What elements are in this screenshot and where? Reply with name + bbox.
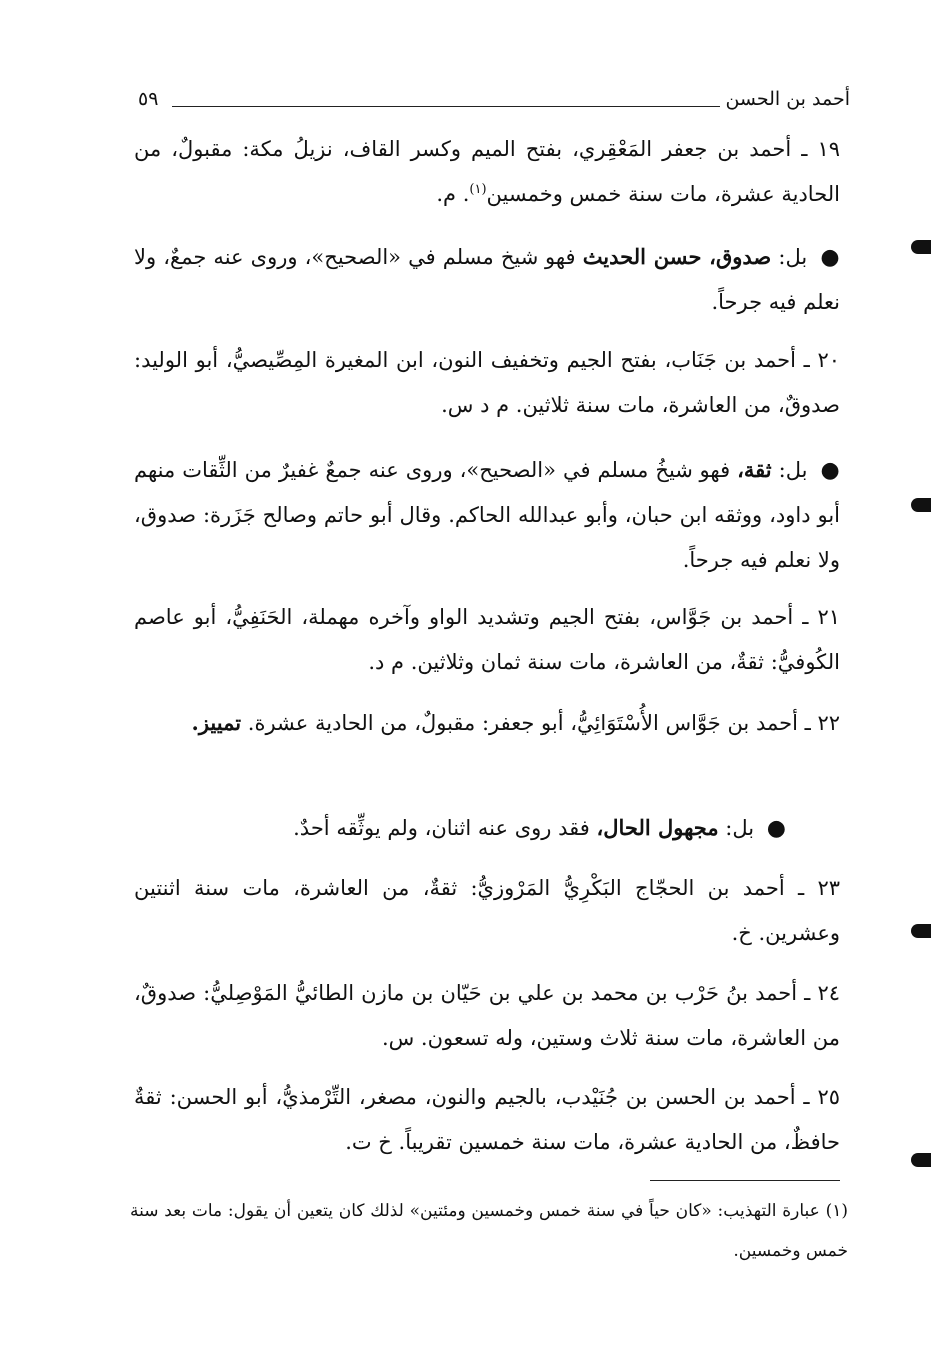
bullet-icon: ●	[766, 816, 786, 841]
comment-19-verdict: صدوق، حسن الحديث	[582, 244, 772, 269]
entry-25-text: ٢٥ ـ أحمد بن الحسن بن جُنَيْدب، بالجيم والنون، مصغر، التِّرْمذيُّ، أبو الحسن: ثقةٌ حافظٌ، من الحادية عشرة، مات سنة خمسين تقريباً. خ ت.	[134, 1085, 840, 1154]
comment-19	[134, 234, 840, 325]
entry-20-text: ٢٠ ـ أحمد بن جَنَاب، بفتح الجيم وتخفيف النون، ابن المغيرة المِصِّيصيُّ، أبو الوليد: صدوقٌ، من العاشرة، مات سنة ثلاثين. م د س.	[134, 348, 840, 417]
entry-25	[134, 1075, 840, 1165]
entry-21	[134, 595, 840, 685]
edge-mark	[911, 240, 931, 254]
entry-19-text: ١٩ ـ أحمد بن جعفر المَعْقِري، بفتح الميم وكسر القاف، نزيلُ مكة: مقبولٌ، من الحادية عشرة، مات سنة خمس وخمسين	[134, 137, 840, 206]
edge-mark	[911, 1153, 931, 1167]
comment-20-lead: بل:	[778, 458, 808, 482]
comment-20-verdict: ثقة،	[737, 457, 772, 482]
entry-19	[134, 127, 840, 217]
bullet-icon: ●	[820, 245, 840, 270]
comment-20	[134, 447, 840, 583]
comment-20-text: فهو شيخُ مسلم في «الصحيح»، وروى عنه جمعٌ غفيرٌ من الثِّقات منهم أبو داود، ووثقه ابن حبان، وأبو عبدالله الحاكم. وقال أبو حاتم وصالح جَزَرة: صدوق، ولا نعلم فيه جرحاً.	[134, 458, 840, 572]
footnote-marker: (١)	[825, 1201, 849, 1221]
entry-22-tamyiz: تمييز.	[191, 710, 242, 735]
entry-23-text: ٢٣ ـ أحمد بن الحجّاج البَكْرِيُّ المَرْوزيُّ: ثقةٌ، من العاشرة، مات سنة اثنتين وعشرين. خ.	[134, 876, 840, 945]
comment-22-verdict: مجهول الحال،	[596, 815, 719, 840]
entry-22	[134, 700, 840, 746]
comment-19-text: فهو شيخ مسلم في «الصحيح»، وروى عنه جمعٌ، ولا نعلم فيه جرحاً.	[134, 245, 840, 314]
page-number: ٥٩	[138, 88, 159, 110]
entry-21-text: ٢١ ـ أحمد بن جَوَّاس، بفتح الجيم وتشديد الواو وآخره مهملة، الحَنَفِيُّ، أبو عاصم الكُوفيُّ: ثقةٌ، من العاشرة، مات سنة ثمان وثلاثين. م د.	[134, 605, 840, 674]
entry-20	[134, 338, 840, 428]
comment-22	[230, 805, 786, 851]
footnote-rule	[650, 1180, 840, 1181]
entry-22-text: ٢٢ ـ أحمد بن جَوَّاس الأُسْتَوَائِيُّ، أبو جعفر: مقبولٌ، من الحادية عشرة.	[247, 711, 840, 735]
footnote	[130, 1191, 848, 1271]
footnote-reference: (١)	[469, 182, 487, 197]
comment-22-text: فقد روى عنه اثنان، ولم يوثِّقه أحدٌ.	[293, 816, 590, 840]
edge-mark	[911, 924, 931, 938]
edge-mark	[911, 498, 931, 512]
header-rule	[172, 106, 720, 107]
comment-19-lead: بل:	[778, 245, 808, 269]
entry-24-text: ٢٤ ـ أحمد بنُ حَرْب بن محمد بن علي بن حَيّان بن مازن الطائيُّ المَوْصِليُّ: صدوقٌ، من العاشرة، مات سنة ثلاث وستين، وله تسعون. س.	[134, 981, 840, 1050]
footnote-text: عبارة التهذيب: «كان حياً في سنة خمس وخمسين ومئتين» لذلك كان يتعين أن يقول: مات بعد سنة خمس وخمسين.	[130, 1201, 848, 1261]
running-header	[138, 88, 850, 116]
running-title: أحمد بن الحسن	[725, 88, 850, 110]
entry-19-symbols: . م.	[436, 182, 470, 206]
entry-23	[134, 866, 840, 956]
comment-22-lead: بل:	[725, 816, 755, 840]
bullet-icon: ●	[820, 458, 840, 483]
entry-24	[134, 971, 840, 1061]
